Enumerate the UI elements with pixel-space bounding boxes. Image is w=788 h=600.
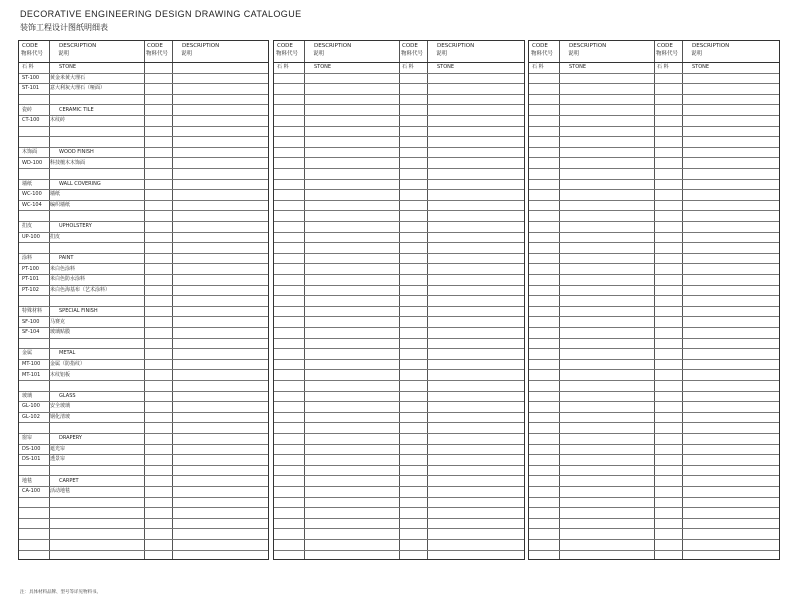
row-divider [274, 486, 524, 487]
row-divider [19, 104, 268, 105]
description-header-cn: 说明 [691, 51, 703, 57]
table-cell-description: 安全玻璃 [50, 403, 71, 410]
table-cell-description: STONE [569, 64, 587, 71]
row-divider [529, 179, 779, 180]
row-divider [274, 454, 524, 455]
catalogue-panel-3 [528, 40, 780, 560]
row-divider [274, 433, 524, 434]
row-divider [529, 550, 779, 551]
row-divider [19, 539, 268, 540]
column-divider [654, 41, 655, 559]
row-divider [19, 475, 268, 476]
row-divider [274, 391, 524, 392]
row-divider [19, 348, 268, 349]
description-header: DESCRIPTION [59, 43, 97, 49]
table-cell-code: PT-101 [22, 276, 39, 283]
header-divider [274, 62, 524, 63]
row-divider [19, 295, 268, 296]
description-header: DESCRIPTION [314, 43, 352, 49]
row-divider [19, 327, 268, 328]
table-cell-code: PT-102 [22, 286, 39, 293]
row-divider [274, 221, 524, 222]
table-cell-code: ST-100 [22, 74, 40, 81]
header-divider [19, 62, 268, 63]
row-divider [529, 274, 779, 275]
table-cell-code: UP-100 [22, 233, 40, 240]
row-divider [274, 550, 524, 551]
row-divider [19, 486, 268, 487]
row-divider [274, 475, 524, 476]
row-divider [19, 285, 268, 286]
table-cell-code: 石 料 [657, 64, 669, 71]
table-cell-description: UPHOLSTERY [59, 223, 92, 230]
table-cell-description: STONE [437, 64, 455, 71]
table-cell-code: CA-100 [22, 488, 41, 495]
description-header: DESCRIPTION [437, 43, 475, 49]
row-divider [19, 550, 268, 551]
row-divider [19, 157, 268, 158]
row-divider [19, 433, 268, 434]
row-divider [529, 232, 779, 233]
description-header: DESCRIPTION [569, 43, 607, 49]
row-divider [529, 359, 779, 360]
row-divider [274, 518, 524, 519]
table-cell-code: 扪皮 [22, 223, 33, 230]
column-divider [144, 41, 145, 559]
table-cell-code: CT-100 [22, 117, 40, 124]
row-divider [274, 348, 524, 349]
row-divider [529, 83, 779, 84]
row-divider [19, 253, 268, 254]
table-cell-description: STONE [314, 64, 332, 71]
row-divider [274, 83, 524, 84]
row-divider [529, 348, 779, 349]
code-header: CODE [277, 43, 293, 49]
row-divider [529, 136, 779, 137]
table-cell-description: 活动地毯 [50, 488, 71, 495]
row-divider [19, 210, 268, 211]
row-divider [19, 518, 268, 519]
row-divider [274, 189, 524, 190]
table-cell-code: 窗帘 [22, 435, 33, 442]
row-divider [529, 295, 779, 296]
column-divider [172, 41, 173, 559]
row-divider [529, 73, 779, 74]
row-divider [529, 412, 779, 413]
row-divider [19, 168, 268, 169]
code-header: CODE [532, 43, 548, 49]
row-divider [19, 306, 268, 307]
row-divider [274, 539, 524, 540]
table-cell-description: 米白色涂料 [50, 265, 76, 272]
row-divider [274, 263, 524, 264]
description-header: DESCRIPTION [182, 43, 220, 49]
row-divider [19, 94, 268, 95]
code-header: CODE [22, 43, 38, 49]
row-divider [274, 316, 524, 317]
row-divider [529, 200, 779, 201]
table-cell-description: 墙纸 [50, 191, 61, 198]
table-cell-code: DS-101 [22, 456, 41, 463]
row-divider [274, 210, 524, 211]
table-cell-description: CARPET [59, 477, 79, 484]
row-divider [19, 221, 268, 222]
row-divider [529, 221, 779, 222]
header-divider [529, 62, 779, 63]
row-divider [529, 391, 779, 392]
row-divider [274, 232, 524, 233]
row-divider [274, 338, 524, 339]
row-divider [274, 306, 524, 307]
row-divider [529, 242, 779, 243]
row-divider [529, 369, 779, 370]
row-divider [19, 179, 268, 180]
row-divider [529, 285, 779, 286]
row-divider [19, 412, 268, 413]
description-header-cn: 说明 [568, 51, 580, 57]
row-divider [529, 327, 779, 328]
row-divider [529, 263, 779, 264]
page-title: DECORATIVE ENGINEERING DESIGN DRAWING CATALOGUE [20, 9, 302, 19]
row-divider [274, 73, 524, 74]
row-divider [274, 507, 524, 508]
table-cell-description: 玻璃贴膜 [50, 329, 71, 336]
row-divider [274, 200, 524, 201]
row-divider [529, 454, 779, 455]
row-divider [274, 285, 524, 286]
row-divider [529, 306, 779, 307]
footnote: 注：具体材料品牌、型号等详见物料书。 [20, 590, 101, 595]
row-divider [274, 104, 524, 105]
catalogue-panel-2 [273, 40, 525, 560]
catalogue-panel-1 [18, 40, 269, 560]
table-cell-code: 石 料 [22, 64, 34, 71]
column-divider [682, 41, 683, 559]
row-divider [529, 316, 779, 317]
table-cell-description: 马赛克 [50, 318, 66, 325]
row-divider [19, 507, 268, 508]
table-cell-description: WOOD FINISH [59, 149, 94, 155]
code-header-cn: 物料代号 [401, 51, 424, 57]
table-cell-description: METAL [59, 350, 76, 357]
row-divider [19, 200, 268, 201]
table-cell-description: CERAMIC TILE [59, 106, 94, 113]
table-cell-description: GLASS [59, 392, 76, 399]
row-divider [19, 359, 268, 360]
column-divider [559, 41, 560, 559]
row-divider [274, 327, 524, 328]
table-cell-code: 石 料 [532, 64, 544, 71]
column-divider [304, 41, 305, 559]
row-divider [274, 242, 524, 243]
table-cell-description: 透景帘 [50, 456, 66, 463]
row-divider [274, 274, 524, 275]
row-divider [19, 263, 268, 264]
row-divider [529, 518, 779, 519]
row-divider [274, 444, 524, 445]
table-cell-code: PT-100 [22, 265, 39, 272]
row-divider [529, 338, 779, 339]
row-divider [274, 401, 524, 402]
row-divider [529, 147, 779, 148]
row-divider [19, 369, 268, 370]
table-cell-code: MT-101 [22, 371, 41, 378]
table-cell-code: 金属 [22, 350, 33, 357]
row-divider [529, 168, 779, 169]
table-cell-code: GL-100 [22, 403, 40, 410]
row-divider [19, 338, 268, 339]
row-divider [274, 94, 524, 95]
row-divider [274, 528, 524, 529]
table-cell-code: WC-100 [22, 191, 42, 198]
row-divider [274, 380, 524, 381]
code-header: CODE [657, 43, 673, 49]
row-divider [19, 115, 268, 116]
row-divider [274, 126, 524, 127]
row-divider [274, 412, 524, 413]
table-cell-code: SF-104 [22, 329, 40, 336]
code-header-cn: 物料代号 [656, 51, 679, 57]
row-divider [274, 157, 524, 158]
row-divider [19, 465, 268, 466]
row-divider [529, 444, 779, 445]
row-divider [274, 295, 524, 296]
row-divider [274, 253, 524, 254]
table-cell-description: 意大利灰大理石（哑面） [50, 85, 106, 92]
table-cell-description: SPECIAL FINISH [59, 308, 98, 314]
table-cell-code: 玻璃 [22, 392, 33, 399]
table-cell-code: 特殊材料 [22, 308, 43, 314]
row-divider [529, 104, 779, 105]
table-cell-code: 石 料 [277, 64, 289, 71]
table-cell-code: 墙纸 [22, 180, 33, 187]
table-cell-code: GL-102 [22, 414, 40, 420]
table-cell-description: 科技檀木木饰面 [50, 159, 86, 166]
table-cell-description: 钢化清玻 [50, 414, 71, 420]
table-cell-description: STONE [59, 64, 77, 71]
row-divider [274, 497, 524, 498]
row-divider [19, 391, 268, 392]
row-divider [529, 422, 779, 423]
table-cell-code: 地毯 [22, 477, 33, 484]
row-divider [274, 359, 524, 360]
row-divider [19, 274, 268, 275]
row-divider [529, 210, 779, 211]
row-divider [19, 73, 268, 74]
row-divider [274, 168, 524, 169]
row-divider [19, 316, 268, 317]
page-subtitle: 装饰工程设计图纸明细表 [20, 23, 108, 32]
row-divider [529, 465, 779, 466]
table-cell-code: MT-100 [22, 361, 41, 367]
description-header-cn: 说明 [181, 51, 193, 57]
table-cell-code: 石 料 [402, 64, 414, 71]
row-divider [274, 115, 524, 116]
row-divider [529, 486, 779, 487]
description-header: DESCRIPTION [692, 43, 730, 49]
table-cell-description: 米白色海基布（艺术涂料） [50, 286, 111, 293]
row-divider [19, 136, 268, 137]
code-header-cn: 物料代号 [531, 51, 554, 57]
table-cell-description: 编织墙纸 [50, 202, 71, 208]
row-divider [529, 189, 779, 190]
row-divider [529, 380, 779, 381]
table-cell-description: WALL COVERING [59, 180, 101, 187]
row-divider [19, 497, 268, 498]
description-header-cn: 说明 [313, 51, 325, 57]
column-divider [399, 41, 400, 559]
table-cell-code: 涂料 [22, 255, 33, 261]
table-cell-description: 米白色防水涂料 [50, 276, 86, 283]
code-header: CODE [402, 43, 418, 49]
row-divider [529, 253, 779, 254]
code-header: CODE [147, 43, 163, 49]
table-cell-code: WC-104 [22, 202, 42, 208]
table-cell-description: 黄金米黄大理石 [50, 74, 86, 81]
row-divider [274, 147, 524, 148]
row-divider [529, 126, 779, 127]
code-header-cn: 物料代号 [21, 51, 44, 57]
description-header-cn: 说明 [58, 51, 70, 57]
row-divider [19, 232, 268, 233]
row-divider [529, 539, 779, 540]
row-divider [529, 497, 779, 498]
table-cell-code: WD-100 [22, 159, 43, 166]
row-divider [529, 115, 779, 116]
row-divider [19, 126, 268, 127]
table-cell-description: 木纹铝板 [50, 371, 71, 378]
row-divider [529, 475, 779, 476]
row-divider [529, 507, 779, 508]
row-divider [274, 369, 524, 370]
row-divider [274, 422, 524, 423]
row-divider [274, 465, 524, 466]
row-divider [19, 147, 268, 148]
row-divider [274, 179, 524, 180]
table-cell-description: DRAPERY [59, 435, 82, 442]
code-header-cn: 物料代号 [146, 51, 169, 57]
row-divider [529, 157, 779, 158]
code-header-cn: 物料代号 [276, 51, 299, 57]
table-cell-description: STONE [692, 64, 710, 71]
row-divider [19, 242, 268, 243]
row-divider [529, 433, 779, 434]
description-header-cn: 说明 [436, 51, 448, 57]
row-divider [529, 401, 779, 402]
table-cell-description: PAINT [59, 255, 74, 261]
row-divider [19, 380, 268, 381]
column-divider [427, 41, 428, 559]
row-divider [19, 528, 268, 529]
row-divider [19, 444, 268, 445]
row-divider [274, 136, 524, 137]
row-divider [19, 422, 268, 423]
table-cell-code: 瓷砖 [22, 106, 33, 113]
row-divider [529, 94, 779, 95]
table-cell-code: 木饰面 [22, 149, 38, 155]
row-divider [529, 528, 779, 529]
table-cell-description: 扪皮 [50, 233, 61, 240]
table-cell-description: 木纹砖 [50, 117, 66, 124]
table-cell-code: SF-100 [22, 318, 40, 325]
table-cell-code: ST-101 [22, 85, 40, 92]
table-cell-description: 遮光帘 [50, 445, 66, 452]
table-cell-description: 金属（防指纹） [50, 361, 86, 367]
table-cell-code: DS-100 [22, 445, 41, 452]
